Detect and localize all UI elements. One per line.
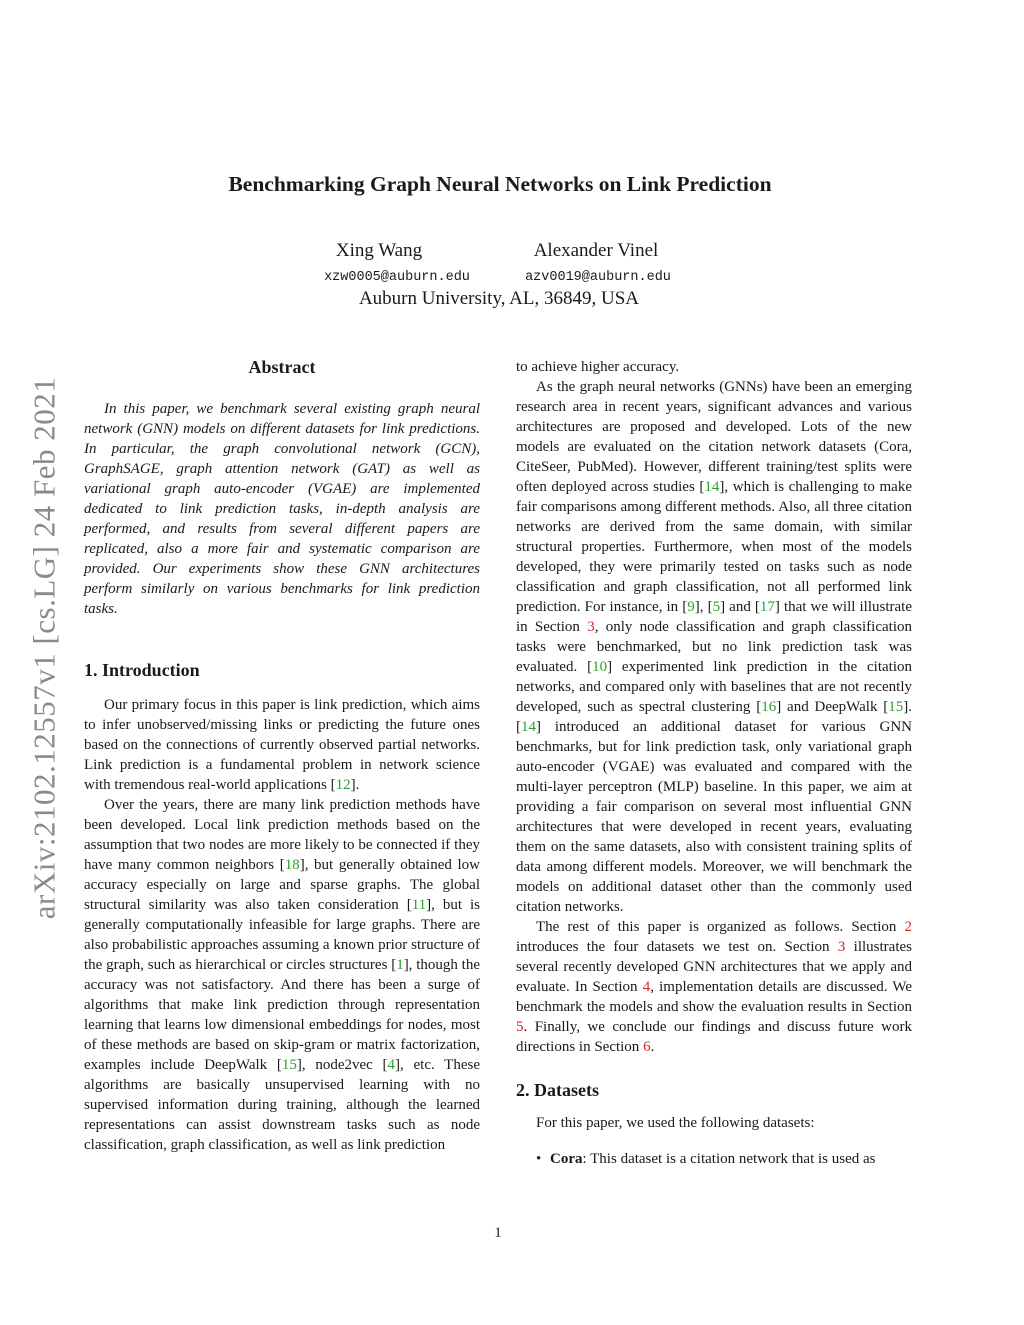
abstract-text: In this paper, we benchmark several existing graph neural network (GNN) models on different datasets for link predictions. In particular, the graph convolutional network (GCN), GraphSAGE, graph attention network (GAT) as well as variational graph auto-encoder (VGAE) are implemented dedicated to link prediction tasks, in-depth analysis are performed, and results from several different papers are replicated, also a more fair and systematic comparison are provided. Our experiments show these GNN architectures perform similarly on various benchmarks for link prediction tasks. bbox=[84, 401, 480, 617]
section-heading-introduction: 1. Introduction bbox=[84, 660, 200, 680]
citation-link[interactable]: 12 bbox=[335, 777, 351, 793]
intro-paragraph-2-continued: to achieve higher accuracy. bbox=[516, 359, 680, 375]
intro-paragraph-3: As the graph neural networks (GNNs) have been an emerging research area in recent years, significant advances and various architectures are proposed and developed. Lots of the new models are evaluated on the citation network datasets (Cora, CiteSeer, PubMed). However, different training/test splits were often deployed across studies [14], which is challenging to make fair comparisons among different methods. Also, all three citation networks are derived from the same domain, with similar structural properties. Furthermore, when most of the models developed, they were primarily tested on tasks such as node classification and graph classification, not all performed link prediction. For instance, in [9], [5] and [17] that we will illustrate in Section 3, only node classification and graph classification tasks were benchmarked, but no link prediction task was evaluated. [10] experimented link prediction in the citation networks, and compared only with baselines that are not recently developed, such as spectral clustering [16] and DeepWalk [15]. [14] introduced an additional dataset for various GNN benchmarks, but for link prediction task, only variational graph auto-encoder (VGAE) was evaluated and compared with the multi-layer perceptron (MLP) baseline. In this paper, we aim at providing a fair comparison on several most influential GNN architectures that were developed in recent years, evaluating them on the same datasets, also with consistent training splits of data among different models. Moreover, we will benchmark the models on additional dataset other than the commonly used citation networks. bbox=[516, 379, 912, 915]
section-ref-link[interactable]: 6 bbox=[643, 1039, 651, 1055]
datasets-list bbox=[516, 1149, 912, 1169]
citation-link[interactable]: 16 bbox=[761, 699, 777, 715]
datasets-intro: For this paper, we used the following datasets: bbox=[536, 1115, 815, 1131]
list-item bbox=[516, 1149, 912, 1169]
citation-link[interactable]: 1 bbox=[396, 957, 404, 973]
citation-link[interactable]: 11 bbox=[411, 897, 427, 913]
author-email: azv0019@auburn.edu bbox=[525, 270, 671, 285]
citation-link[interactable]: 14 bbox=[521, 719, 536, 735]
section-ref-link[interactable]: 3 bbox=[837, 939, 846, 955]
citation-link[interactable]: 14 bbox=[704, 479, 720, 495]
citation-link[interactable]: 9 bbox=[687, 599, 695, 615]
page-number: 1 bbox=[494, 1225, 502, 1241]
arxiv-stamp bbox=[14, 355, 74, 940]
arxiv-id: arXiv:2102.12557v1 [cs.LG] 24 Feb 2021 bbox=[26, 376, 61, 919]
citation-link[interactable]: 17 bbox=[759, 599, 775, 615]
abstract-body bbox=[84, 399, 480, 619]
bullet-icon: • bbox=[536, 1151, 542, 1167]
section-ref-link[interactable]: 2 bbox=[904, 919, 912, 935]
citation-link[interactable]: 5 bbox=[712, 599, 721, 615]
author-name: Xing Wang bbox=[335, 240, 423, 261]
dataset-name: Cora bbox=[550, 1151, 583, 1167]
abstract-heading: Abstract bbox=[248, 357, 316, 377]
citation-link[interactable]: 15 bbox=[281, 1057, 297, 1073]
author-name: Alexander Vinel bbox=[533, 240, 659, 261]
intro-paragraph-1: Our primary focus in this paper is link prediction, which aims to infer unobserved/missing links or predicting the future ones based on the connections of currently observed partial networks. Link prediction is a fundamental problem in network science with tremendous real-world applications [12]. bbox=[84, 697, 480, 793]
section-ref-link[interactable]: 4 bbox=[642, 979, 651, 995]
section-heading-datasets: 2. Datasets bbox=[516, 1080, 599, 1100]
citation-link[interactable]: 18 bbox=[284, 857, 300, 873]
citation-link[interactable]: 4 bbox=[387, 1057, 396, 1073]
affiliation: Auburn University, AL, 36849, USA bbox=[358, 288, 640, 309]
author-email: xzw0005@auburn.edu bbox=[324, 270, 470, 285]
citation-link[interactable]: 15 bbox=[888, 699, 904, 715]
left-column bbox=[84, 357, 480, 1155]
intro-paragraph-4: The rest of this paper is organized as follows. Section 2 introduces the four datasets we test on. Section 3 illustrates several recently developed GNN architectures that we apply and evaluate. In Section 4, implementation details are discussed. We benchmark the models and show the evaluation results in Section 5. Finally, we conclude our findings and discuss future work directions in Section 6. bbox=[516, 919, 912, 1055]
intro-paragraph-2: Over the years, there are many link prediction methods have been developed. Local link prediction methods based on the assumption that two nodes are more likely to be connected if they have many common neighbors [18], but generally obtained low accuracy especially on large and sparse graphs. The global structural similarity was also taken consideration [11], but is generally computationally infeasible for large graphs. There are also probabilistic approaches assuming a known prior structure of the graph, such as hierarchical or circles structures [1], though the accuracy was not satisfactory. And there has been a surge of algorithms that make link prediction through representation learning that learns low dimensional embeddings for nodes, most of these methods are based on skip-gram or matrix factorization, examples include DeepWalk [15], node2vec [4], etc. These algorithms are basically unsupervised learning with no supervised information during training, although the learned representations can assist downstream tasks such as node classification, graph classification, as well as link prediction bbox=[84, 797, 480, 1153]
right-column bbox=[516, 357, 912, 1169]
paper-title: Benchmarking Graph Neural Networks on Link Prediction bbox=[228, 172, 772, 196]
citation-link[interactable]: 10 bbox=[592, 659, 608, 675]
section-ref-link[interactable]: 5 bbox=[516, 1019, 524, 1035]
section-ref-link[interactable]: 3 bbox=[587, 619, 595, 635]
dataset-description: : This dataset is a citation network that is used as bbox=[582, 1151, 876, 1167]
